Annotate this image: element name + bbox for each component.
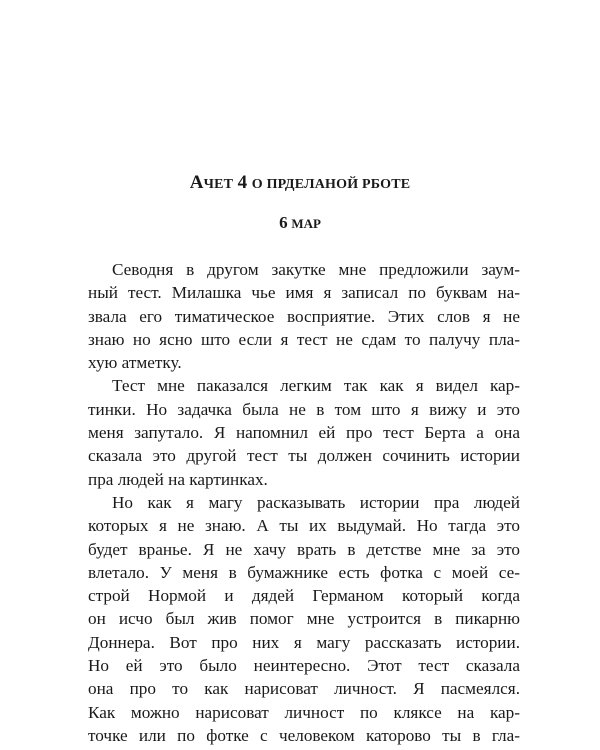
text-line: точке или по фотке с человеком каторово ты в гла-	[88, 725, 520, 745]
text-line: звала его тиматическое восприятие. Этих слов я не	[88, 306, 520, 326]
text-line: знаю но ясно што если я тест не сдам то палучу пла-	[88, 329, 520, 349]
date-day: 6	[279, 213, 288, 232]
text-line: Но как я магу расказывать истории пра людей	[112, 492, 520, 512]
date-month: МАР	[291, 216, 321, 231]
text-line: пра людей на картинках.	[88, 469, 268, 489]
text-line: строй Нормой и дядей Германом который когда	[88, 586, 520, 606]
text-line: меня запутало. Я напомнил ей про тест Берта а она	[88, 423, 520, 443]
title-rest: О ПРДЕЛАНОЙ РБОТЕ	[251, 177, 411, 192]
text-line: которых я не знаю. А ты их выдумай. Но тагда это	[88, 516, 520, 536]
text-line: хую атметку.	[88, 353, 182, 373]
text-line: сказала это другой тест ты должен сочинить истории	[88, 446, 520, 466]
text-line: Как можно нарисоват личност по кляксе на кар-	[88, 702, 520, 722]
text-line: он исчо был жив помог мне устроится в пикарню	[88, 609, 520, 629]
title-number: 4	[237, 172, 248, 193]
text-line: Севодня в другом закутке мне предложили заум-	[112, 260, 520, 279]
text-line: тинки. Но задачка была не в том што я вижу и это	[88, 399, 520, 419]
body-text	[88, 258, 520, 747]
text-line: Но ей это было неинтересно. Этот тест сказала	[88, 656, 520, 676]
text-line: Доннера. Вот про них я магу рассказать истории.	[88, 632, 520, 652]
text-line: Тест мне паказался легким так как я видел кар-	[112, 376, 520, 396]
text-line: она про то как нарисоват личност. Я пасмеялся.	[88, 679, 520, 699]
text-line: ный тест. Милашка чье имя я записал по буквам на-	[88, 283, 520, 303]
paragraph	[88, 258, 520, 374]
text-line: влетало. У меня в бумажнике есть фотка с моей се-	[88, 562, 520, 582]
paragraph	[88, 374, 520, 490]
chapter-title	[0, 172, 600, 194]
paragraph	[88, 491, 520, 747]
text-line: будет вранье. Я не хачу врать в детстве мне за это	[88, 539, 520, 559]
title-word: ЧЕТ	[203, 177, 234, 192]
entry-date	[0, 213, 600, 233]
title-first-letter: А	[189, 172, 204, 193]
